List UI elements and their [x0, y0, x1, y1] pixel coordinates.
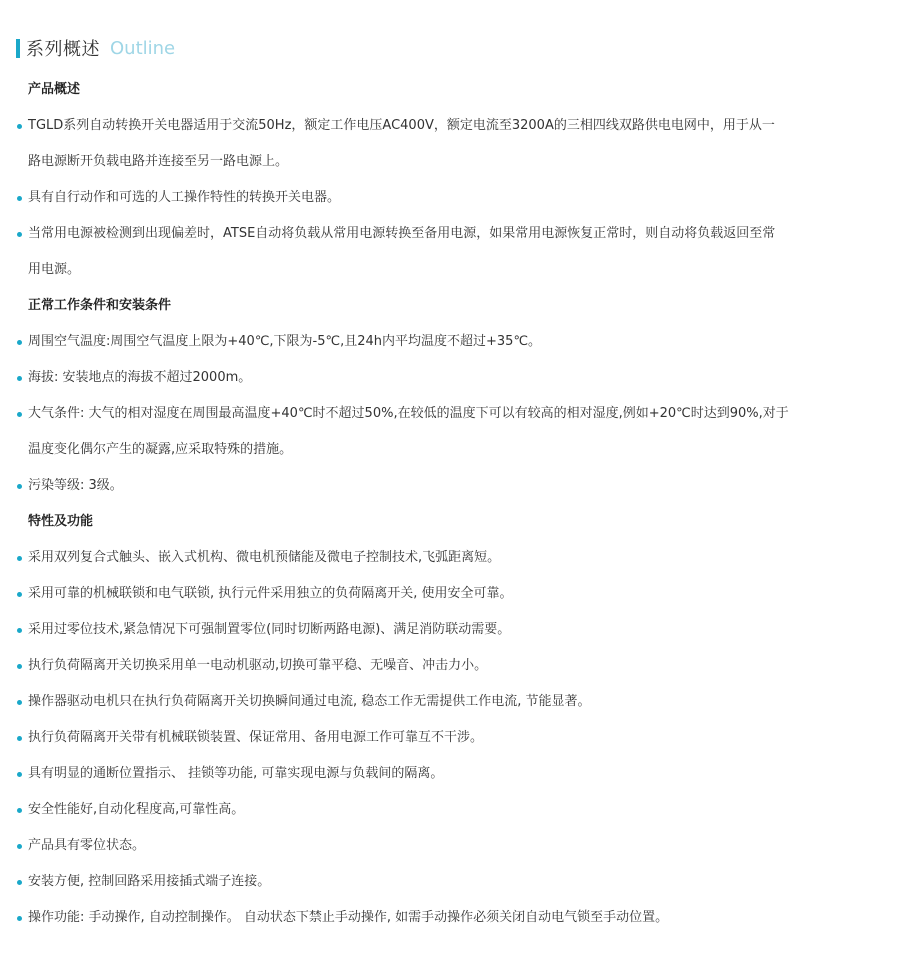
list-item [17, 108, 847, 144]
list-item [17, 900, 847, 936]
list-item [17, 216, 847, 252]
line-text: 具有明显的通断位置指示、 挂锁等功能, 可靠实现电源与负载间的隔离。 [28, 766, 444, 781]
list-item-continuation [17, 144, 847, 180]
line-text: 安装方便, 控制回路采用接插式端子连接。 [28, 874, 271, 889]
bullet-dot-icon [17, 592, 22, 597]
list-item [17, 648, 847, 684]
list-item [17, 756, 847, 792]
list-item [17, 540, 847, 576]
line-text: 用电源。 [28, 262, 81, 277]
bullet-dot-icon [17, 484, 22, 489]
list-item-continuation [17, 252, 847, 288]
line-text: 采用双列复合式触头、嵌入式机构、微电机预储能及微电子控制技术,飞弧距离短。 [28, 550, 501, 565]
line-text: 产品概述 [28, 82, 81, 97]
line-text: 执行负荷隔离开关带有机械联锁装置、保证常用、备用电源工作可靠互不干涉。 [28, 730, 484, 745]
title-accent-bar [16, 39, 20, 58]
line-text: 操作器驱动电机只在执行负荷隔离开关切换瞬间通过电流, 稳态工作无需提供工作电流, 节能显著。 [28, 694, 591, 709]
line-text: 安全性能好,自动化程度高,可靠性高。 [28, 802, 245, 817]
line-text: 产品具有零位状态。 [28, 838, 146, 853]
bullet-dot-icon [17, 772, 22, 777]
list-item [17, 720, 847, 756]
list-item [17, 468, 847, 504]
line-text: 路电源断开负载电路并连接至另一路电源上。 [28, 154, 289, 169]
section-header [16, 36, 175, 60]
line-text: 当常用电源被检测到出现偏差时，ATSE自动将负载从常用电源转换至备用电源，如果常用电源恢复正常时，则自动将负载返回至常 [28, 226, 776, 241]
line-text: 采用可靠的机械联锁和电气联锁, 执行元件采用独立的负荷隔离开关, 使用安全可靠。 [28, 586, 513, 601]
product-overview-content [17, 72, 847, 936]
bullet-dot-icon [17, 232, 22, 237]
line-text: 特性及功能 [28, 514, 94, 529]
line-text: 温度变化偶尔产生的凝露,应采取特殊的措施。 [28, 442, 293, 457]
bullet-dot-icon [17, 700, 22, 705]
line-text: 采用过零位技术,紧急情况下可强制置零位(同时切断两路电源)、满足消防联动需要。 [28, 622, 511, 637]
bullet-dot-icon [17, 808, 22, 813]
section-title: 系列概述 [26, 39, 100, 60]
subsection-heading [17, 72, 847, 108]
bullet-dot-icon [17, 556, 22, 561]
line-text: 海拔: 安装地点的海拔不超过2000m。 [28, 370, 252, 385]
line-text: TGLD系列自动转换开关电器适用于交流50Hz，额定工作电压AC400V，额定电流至3200A的三相四线双路供电电网中，用于从一 [28, 118, 775, 133]
section-subtitle: Outline [110, 37, 176, 59]
list-item [17, 612, 847, 648]
list-item [17, 360, 847, 396]
bullet-dot-icon [17, 880, 22, 885]
bullet-dot-icon [17, 196, 22, 201]
line-text: 大气条件: 大气的相对湿度在周围最高温度+40℃时不超过50%,在较低的温度下可以有较高的相对湿度,例如+20℃时达到90%,对于 [28, 406, 789, 421]
list-item-continuation [17, 432, 847, 468]
subsection-heading [17, 288, 847, 324]
line-text: 正常工作条件和安装条件 [28, 298, 172, 313]
list-item [17, 324, 847, 360]
list-item [17, 864, 847, 900]
list-item [17, 792, 847, 828]
line-text: 具有自行动作和可选的人工操作特性的转换开关电器。 [28, 190, 341, 205]
list-item [17, 576, 847, 612]
bullet-dot-icon [17, 124, 22, 129]
line-text: 操作功能: 手动操作, 自动控制操作。 自动状态下禁止手动操作, 如需手动操作必须关闭自动电气锁至手动位置。 [28, 910, 669, 925]
bullet-dot-icon [17, 844, 22, 849]
list-item [17, 180, 847, 216]
line-text: 污染等级: 3级。 [28, 478, 123, 493]
bullet-dot-icon [17, 736, 22, 741]
list-item [17, 828, 847, 864]
subsection-heading [17, 504, 847, 540]
bullet-dot-icon [17, 340, 22, 345]
bullet-dot-icon [17, 664, 22, 669]
list-item [17, 396, 847, 432]
bullet-dot-icon [17, 628, 22, 633]
line-text: 执行负荷隔离开关切换采用单一电动机驱动,切换可靠平稳、无噪音、冲击力小。 [28, 658, 488, 673]
line-text: 周围空气温度:周围空气温度上限为+40℃,下限为-5℃,且24h内平均温度不超过+35℃。 [28, 334, 542, 349]
bullet-dot-icon [17, 412, 22, 417]
list-item [17, 684, 847, 720]
bullet-dot-icon [17, 916, 22, 921]
bullet-dot-icon [17, 376, 22, 381]
